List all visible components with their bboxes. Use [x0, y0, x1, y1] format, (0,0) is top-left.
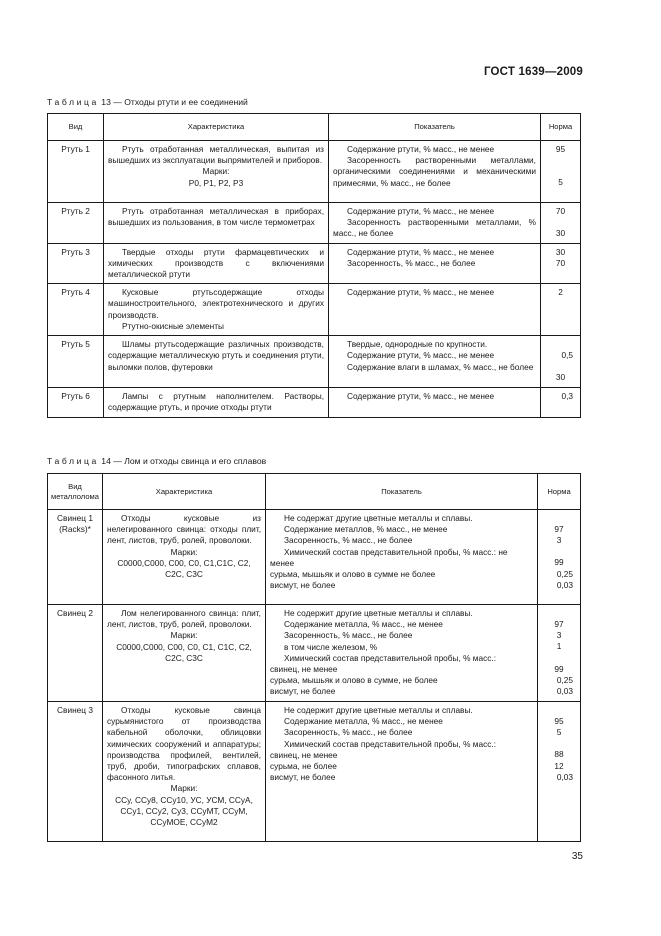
indicator-item: Не содержат другие цветные металлы и сплавы. [284, 513, 473, 523]
norm-value: 2 [558, 287, 563, 298]
table-13-caption [47, 97, 248, 107]
table-14 [47, 473, 581, 842]
marks-title: Марки: [170, 783, 198, 794]
row-indicators [329, 243, 541, 284]
table-header-row [48, 114, 581, 141]
row-indicators [329, 388, 541, 418]
row-norms [538, 510, 581, 605]
table-13-caption-title: 13 — Отходы ртути и ее соединений [101, 97, 248, 107]
row-kind: Свинец 1 (Racks)* [48, 510, 103, 605]
indicator-item: Засоренность растворенными металлами, % масс., не более [333, 217, 536, 239]
indicator-item: Твердые, однородные по крупности. [347, 339, 488, 350]
norm-value: 97 [554, 524, 564, 534]
indicator-item: Содержание металлов, % масс., не менее [284, 524, 448, 535]
norm-value: 99 [554, 663, 564, 674]
indicator-item: Содержание металла, % масс., не менее [284, 716, 443, 727]
marks-list: С0000,С000, С00, С0, С1,С1С, С2, С2С, С3С [117, 557, 251, 580]
indicator-item: Содержание ртути, % масс., не менее [347, 350, 495, 361]
table-row [48, 141, 581, 203]
col-header-kind: Вид [48, 114, 104, 141]
row-norms [541, 388, 581, 418]
row-characteristic: Твердые отходы ртути фармацевтических и химических производств с включениями металлической ртути [104, 243, 329, 284]
row-indicators [329, 284, 541, 336]
row-indicators [329, 336, 541, 388]
indicator-item: сурьма, мышьяк и олово в сумме не более [270, 569, 436, 580]
col-header-norm: Норма [541, 114, 581, 141]
norm-value: 0,25 [556, 674, 573, 685]
norm-value: 97 [554, 619, 564, 629]
characteristic-text: Отходы кусковые свинца сурьмянистого от производства кабельной оболочки, облицовки химических сооружений и аппаратуры; производства профилей, вентилей, труб, дроби, типографских сплавов, фасонного литья. [107, 705, 261, 783]
indicator-item: Содержание ртути, % масс., не менее [347, 206, 495, 216]
table-row [48, 510, 581, 605]
indicator-item: Засоренность растворенными металлами, органическими соединениями и механическими примесями, % масс., не более [333, 155, 536, 188]
indicator-item: Не содержит другие цветные металлы и сплавы. [284, 705, 473, 715]
marks-list: ССу, ССу8, ССу10, УС, УСМ, ССуА, ССу1, ССу2, Су3, ССуМТ, ССуМ, ССуМОЕ, ССуМ2 [115, 794, 253, 828]
norm-value: 30 [555, 228, 566, 239]
table-row [48, 388, 581, 418]
table-13-caption-word: Таблица [47, 97, 99, 107]
norm-value: 3 [556, 535, 562, 546]
indicator-item: Не содержит другие цветные металлы и сплавы. [284, 608, 473, 618]
table-row [48, 605, 581, 702]
row-indicators [329, 203, 541, 244]
row-characteristic [103, 605, 266, 702]
col-header-indicator: Показатель [266, 474, 538, 510]
row-indicators [329, 141, 541, 203]
row-characteristic [103, 702, 266, 842]
indicator-item: Засоренность, % масс., не более [284, 535, 413, 546]
row-kind: Ртуть 6 [48, 388, 104, 418]
norm-value: 0,25 [556, 568, 573, 579]
indicator-item: Засоренность, % масс., не более [284, 630, 413, 641]
col-header-characteristic: Характеристика [104, 114, 329, 141]
indicator-item: Содержание ртути, % масс., не менее [347, 246, 495, 257]
row-characteristic [104, 284, 329, 336]
row-indicators [266, 702, 538, 842]
row-characteristic [104, 141, 329, 203]
row-kind: Ртуть 1 [48, 141, 104, 203]
row-indicators [266, 605, 538, 702]
table-14-caption [47, 456, 266, 466]
col-header-kind: Вид металлолома [48, 474, 103, 510]
indicator-item: сурьма, мышьяк и олово в сумме, не более [270, 675, 438, 686]
indicator-item: Химический состав представительной пробы, % масс.: не менее [270, 546, 508, 568]
indicator-item: Содержание ртути, % масс., не менее [347, 287, 495, 298]
characteristic-text: Лом нелегированного свинца: плит, лент, листов, труб, ролей, проволоки. [107, 608, 261, 630]
row-kind: Ртуть 3 [48, 243, 104, 284]
table-row [48, 203, 581, 244]
table-row [48, 702, 581, 842]
characteristic-text: Кусковые ртутьсодержащие отходы машиностроительного, электротехнического и других производств. [108, 287, 324, 320]
indicator-item: висмут, не более [270, 686, 336, 697]
characteristic-text: Отходы кусковые из нелегированного свинца: отходы плит, лент, листов, труб, ролей, проволоки. [107, 513, 261, 546]
table-row [48, 284, 581, 336]
norm-value: 1 [556, 641, 562, 652]
indicator-item: Содержание влаги в шламах, % масс., не более [347, 361, 534, 372]
marks-title: Марки: [202, 166, 230, 177]
indicator-item: Химический состав представительной пробы, % масс.: [284, 652, 497, 663]
row-characteristic: Лампы с ртутным наполнителем. Растворы, содержащие ртуть, и прочие отходы ртути [104, 388, 329, 418]
table-row [48, 243, 581, 284]
table-row [48, 336, 581, 388]
norm-value: 0,03 [556, 579, 573, 590]
row-characteristic: Шламы ртутьсодержащие различных производств, содержащие металлическую ртуть и соединения ртути, выломки полов, футеровки [104, 336, 329, 388]
norm-value: 0,3 [561, 391, 573, 402]
standard-designation: ГОСТ 1639—2009 [483, 66, 583, 78]
marks-title: Марки: [170, 546, 198, 557]
norm-value: 95 [554, 716, 564, 726]
norm-value: 88 [554, 749, 564, 760]
indicator-item: Химический состав представительной пробы, % масс.: [284, 738, 497, 749]
marks-title: Марки: [170, 630, 198, 641]
indicator-item: в том числе железом, % [284, 641, 378, 652]
norm-value: 3 [556, 630, 562, 641]
norm-value: 0,03 [556, 686, 573, 697]
norm-value: 30 [555, 372, 566, 383]
row-norms [541, 336, 581, 388]
col-header-indicator: Показатель [329, 114, 541, 141]
col-header-characteristic: Характеристика [103, 474, 266, 510]
page-number: 35 [571, 851, 583, 862]
characteristic-note: Ртутно-окисные элементы [122, 320, 224, 331]
row-kind: Свинец 2 [48, 605, 103, 702]
norm-value: 0,5 [561, 350, 573, 361]
table-13 [47, 113, 581, 418]
row-indicators [266, 510, 538, 605]
indicator-item: Содержание металла, % масс., не менее [284, 619, 443, 630]
norm-value: 30 [555, 246, 566, 257]
indicator-item: свинец, не менее [270, 664, 338, 675]
row-norms [541, 203, 581, 244]
table-14-caption-word: Таблица [47, 456, 99, 466]
row-norms [541, 141, 581, 203]
row-kind: Ртуть 2 [48, 203, 104, 244]
indicator-item: Содержание ртути, % масс., не менее [347, 391, 495, 402]
norm-value: 5 [558, 177, 563, 188]
indicator-item: свинец, не менее [270, 749, 338, 760]
row-kind: Ртуть 4 [48, 284, 104, 336]
indicator-item: сурьма, не более [270, 761, 337, 772]
norm-value: 70 [555, 206, 566, 216]
indicator-item: висмут, не более [270, 580, 336, 591]
indicator-item: висмут, не более [270, 772, 336, 783]
row-norms [541, 243, 581, 284]
norm-value: 95 [555, 144, 566, 154]
norm-value: 5 [556, 727, 562, 738]
indicator-item: Засоренность, % масс., не более [347, 257, 476, 268]
indicator-item: Засоренность, % масс., не более [284, 727, 413, 738]
row-characteristic [103, 510, 266, 605]
row-norms [541, 284, 581, 336]
norm-value: 99 [554, 557, 564, 568]
row-kind: Свинец 3 [48, 702, 103, 842]
row-norms [538, 702, 581, 842]
characteristic-text: Ртуть отработанная металлическая, выпитая из вышедших из эксплуатации выпрямителей и приборов. [108, 144, 324, 166]
norm-value: 70 [555, 257, 566, 268]
row-kind: Ртуть 5 [48, 336, 104, 388]
row-norms [538, 605, 581, 702]
norm-value: 0,03 [556, 771, 573, 782]
marks-list: С0000,С000, С00, С0, С1, С1С, С2, С2С, С3С [116, 641, 252, 663]
col-header-norm: Норма [538, 474, 581, 510]
table-14-caption-title: 14 — Лом и отходы свинца и его сплавов [101, 456, 267, 466]
indicator-item: Содержание ртути, % масс., не менее [347, 144, 495, 154]
row-characteristic: Ртуть отработанная металлическая в приборах, вышедших из пользования, в том числе термометрах [104, 203, 329, 244]
marks-list: Р0, Р1, Р2, Р3 [188, 177, 244, 188]
norm-value: 12 [554, 760, 564, 771]
table-header-row [48, 474, 581, 510]
